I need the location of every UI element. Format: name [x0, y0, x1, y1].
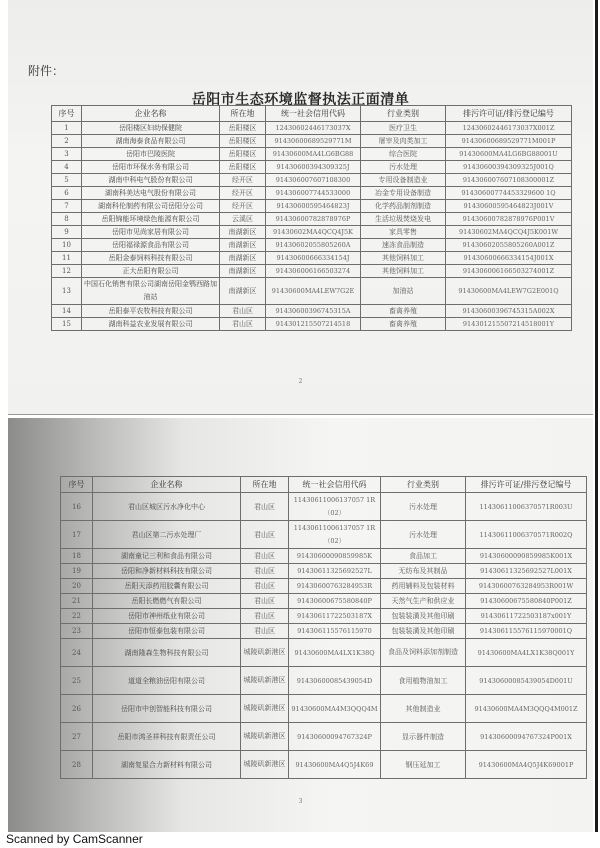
- header-company-name: 企业名称: [82, 106, 220, 122]
- cell-credit-code: 914306006166503274: [266, 265, 361, 278]
- cell-industry: 药用辅料及包装材料: [381, 579, 466, 594]
- cell-industry: 家具零售: [361, 226, 446, 239]
- cell-credit-code: 91430600MA4Q5J4K69: [289, 751, 381, 779]
- cell-industry: 其他制造业: [381, 695, 466, 723]
- cell-index: 20: [61, 579, 93, 594]
- attachment-label: 附件：: [28, 64, 65, 78]
- header-permit-number: 排污许可证/排污登记编号: [466, 477, 587, 493]
- table-row: [52, 305, 572, 318]
- table-row: [52, 278, 572, 305]
- cell-location: 南湖新区: [220, 239, 266, 252]
- cell-credit-code: 91430600085439054D: [289, 667, 381, 695]
- table-row: [52, 226, 572, 239]
- cell-credit-code: 91430611325692527L: [289, 564, 381, 579]
- cell-industry: 食用植物油加工: [381, 667, 466, 695]
- cell-permit: 914306006166503274001Z: [446, 265, 572, 278]
- cell-permit: 11430611006370571R003U: [466, 493, 587, 521]
- cell-credit-code: 91430600090859985K: [289, 549, 381, 564]
- cell-index: 10: [52, 239, 82, 252]
- cell-permit: 12430602446173037X001Z: [446, 122, 572, 135]
- cell-credit-code: 91430602055805260A: [266, 239, 361, 252]
- cell-credit-code: 11430611006137057 1R（02）: [289, 493, 381, 521]
- table-row: [61, 695, 587, 723]
- cell-industry: 其他饲料加工: [361, 265, 446, 278]
- header-industry: 行业类别: [381, 477, 466, 493]
- cell-index: 7: [52, 200, 82, 213]
- enterprise-table-page-1: [51, 105, 572, 331]
- cell-index: 25: [61, 667, 93, 695]
- cell-company-name: 岳阳市中创智能科技有限公司: [93, 695, 241, 723]
- cell-location: 南湖新区: [220, 252, 266, 265]
- cell-location: 君山区: [220, 318, 266, 331]
- cell-location: 君山区: [241, 579, 289, 594]
- cell-location: 城陵矶新港区: [241, 695, 289, 723]
- cell-credit-code: 91430600763284953R: [289, 579, 381, 594]
- cell-credit-code: 91430600689529771M: [266, 135, 361, 148]
- cell-industry: 专用设备制造业: [361, 174, 446, 187]
- table-header-row: [61, 477, 587, 493]
- cell-permit: 914306115576115970001Q: [466, 624, 587, 639]
- cell-company-name: 岳阳和净新材料科技有限公司: [93, 564, 241, 579]
- table-row: [52, 187, 572, 200]
- document-page-1: [8, 0, 593, 415]
- cell-permit: 914306007607108300001Z: [446, 174, 572, 187]
- cell-permit: 11430611006370571R002Q: [466, 521, 587, 549]
- cell-permit: 91430602MA4QCQ4J5K001W: [446, 226, 572, 239]
- cell-index: 19: [61, 564, 93, 579]
- table-row: [61, 723, 587, 751]
- cell-company-name: 君山区城区污水净化中心: [93, 493, 241, 521]
- cell-industry: 包装装潢及其他印刷: [381, 624, 466, 639]
- cell-index: 18: [61, 549, 93, 564]
- cell-location: 君山区: [241, 609, 289, 624]
- cell-location: 城陵矶新港区: [241, 667, 289, 695]
- header-credit-code: 统一社会信用代码: [289, 477, 381, 493]
- cell-industry: 其他饲料加工: [361, 252, 446, 265]
- cell-credit-code: 91430600MA4M3QQQ4M: [289, 695, 381, 723]
- cell-industry: 冶金专用设备制造: [361, 187, 446, 200]
- cell-company-name: 岳阳市恒泰包装有限公司: [93, 624, 241, 639]
- cell-location: 云溪区: [220, 213, 266, 226]
- table-row: [52, 265, 572, 278]
- cell-permit: 91430600689529771M001P: [446, 135, 572, 148]
- cell-company-name: 岳阳泰平农牧科技有限公司: [82, 305, 220, 318]
- table-row: [61, 751, 587, 779]
- table-row: [61, 639, 587, 667]
- table-row: [61, 564, 587, 579]
- cell-index: 26: [61, 695, 93, 723]
- cell-location: 经开区: [220, 187, 266, 200]
- cell-industry: 污水处理: [381, 493, 466, 521]
- cell-location: 城陵矶新港区: [241, 751, 289, 779]
- table-row: [61, 624, 587, 639]
- cell-location: 君山区: [241, 521, 289, 549]
- cell-index: 8: [52, 213, 82, 226]
- table-row: [52, 200, 572, 213]
- cell-industry: 医疗卫生: [361, 122, 446, 135]
- cell-company-name: 岳阳天添药用胶囊有限公司: [93, 579, 241, 594]
- header-index: 序号: [61, 477, 93, 493]
- cell-index: 21: [61, 594, 93, 609]
- cell-industry: 无纺布及其制品: [381, 564, 466, 579]
- cell-index: 6: [52, 187, 82, 200]
- cell-location: 君山区: [241, 493, 289, 521]
- cell-company-name: 岳阳市鸿圣祥科技有限责任公司: [93, 723, 241, 751]
- cell-index: 12: [52, 265, 82, 278]
- table-row: [61, 549, 587, 564]
- cell-index: 2: [52, 135, 82, 148]
- table-row: [61, 579, 587, 594]
- cell-permit: 91430600595464823J001V: [446, 200, 572, 213]
- cell-industry: 屠宰及肉类加工: [361, 135, 446, 148]
- cell-location: 岳阳楼区: [220, 122, 266, 135]
- table-row: [52, 161, 572, 174]
- cell-permit: 91430600094767324P001X: [466, 723, 587, 751]
- enterprise-table-page-2: [60, 476, 587, 779]
- table-row: [52, 174, 572, 187]
- cell-company-name: 岳阳市见尚家居有限公司: [82, 226, 220, 239]
- cell-location: 岳阳楼区: [220, 161, 266, 174]
- table-header-row: [52, 106, 572, 122]
- cell-credit-code: 914301215507214518: [266, 318, 361, 331]
- header-permit-number: 排污许可证/排污登记编号: [446, 106, 572, 122]
- cell-credit-code: 91430600396745315A: [266, 305, 361, 318]
- cell-company-name: 正大岳阳有限公司: [82, 265, 220, 278]
- table-row: [61, 667, 587, 695]
- cell-index: 27: [61, 723, 93, 751]
- cell-credit-code: 91430600MA4LG6BG88: [266, 148, 361, 161]
- cell-permit: 91430600666334154J001X: [446, 252, 572, 265]
- table-row: [52, 148, 572, 161]
- cell-industry: 污水处理: [381, 521, 466, 549]
- cell-industry: 食品加工: [381, 549, 466, 564]
- document-title: 岳阳市生态环境监督执法正面清单: [191, 92, 410, 108]
- cell-location: 君山区: [241, 549, 289, 564]
- cell-permit: 91430600763284953R001W: [466, 579, 587, 594]
- cell-location: 岳阳楼区: [220, 148, 266, 161]
- cell-index: 22: [61, 609, 93, 624]
- cell-location: 君山区: [220, 305, 266, 318]
- cell-permit: 91430611325692527L001X: [466, 564, 587, 579]
- cell-location: 城陵矶新港区: [241, 639, 289, 667]
- cell-credit-code: 91430600666334154J: [266, 252, 361, 265]
- table-row: [52, 252, 572, 265]
- cell-credit-code: 91430600MA4LEW7G2E: [266, 278, 361, 305]
- cell-company-name: 岳阳市环保水务有限公司: [82, 161, 220, 174]
- cell-company-name: 湖南隆森生物科技有限公司: [93, 639, 241, 667]
- camscanner-watermark: Scanned by CamScanner: [6, 832, 143, 846]
- cell-permit: 91430600MA4LEW7G2E001Q: [446, 278, 572, 305]
- cell-index: 17: [61, 521, 93, 549]
- cell-industry: 速冻食品制造: [361, 239, 446, 252]
- cell-index: 23: [61, 624, 93, 639]
- cell-index: 5: [52, 174, 82, 187]
- cell-industry: 天然气生产和供应业: [381, 594, 466, 609]
- cell-permit: 91430600MA4LG6BG88001U: [446, 148, 572, 161]
- cell-industry: 污水处理: [361, 161, 446, 174]
- cell-permit: 91430600774453329600 1Q: [446, 187, 572, 200]
- page-number: 3: [298, 798, 303, 805]
- cell-location: 君山区: [241, 594, 289, 609]
- cell-index: 3: [52, 148, 82, 161]
- table-row: [52, 135, 572, 148]
- cell-location: 君山区: [241, 564, 289, 579]
- header-index: 序号: [52, 106, 82, 122]
- cell-company-name: 君山区第二污水处理厂: [93, 521, 241, 549]
- table-row: [61, 493, 587, 521]
- table-row: [52, 122, 572, 135]
- cell-permit: 91430600MA4Q5J4K69001P: [466, 751, 587, 779]
- cell-industry: 化学药品制剂制造: [361, 200, 446, 213]
- cell-credit-code: 91430600595464823J: [266, 200, 361, 213]
- cell-permit: 91430600394309325J001Q: [446, 161, 572, 174]
- cell-credit-code: 914306007607108300: [266, 174, 361, 187]
- table-row: [52, 213, 572, 226]
- cell-company-name: 岳阳金泰饲料科技有限公司: [82, 252, 220, 265]
- cell-company-name: 湖南科益农业发展有限公司: [82, 318, 220, 331]
- header-company-name: 企业名称: [93, 477, 241, 493]
- cell-company-name: 岳阳福禄源食品有限公司: [82, 239, 220, 252]
- cell-location: 岳阳楼区: [220, 135, 266, 148]
- cell-credit-code: 914306007744533000: [266, 187, 361, 200]
- cell-credit-code: 11430611006137057 1R（02）: [289, 521, 381, 549]
- cell-company-name: 中国石化销售有限公司湖南岳阳金鹗西路加油站: [82, 278, 220, 305]
- cell-company-name: 湖南海泰食品有限公司: [82, 135, 220, 148]
- cell-permit: 91430600675580840P001Z: [466, 594, 587, 609]
- cell-permit: 91430600MA4M3QQQ4M001Z: [466, 695, 587, 723]
- cell-industry: 畜禽养殖: [361, 318, 446, 331]
- cell-location: 君山区: [241, 624, 289, 639]
- table-row: [52, 239, 572, 252]
- cell-company-name: 岳阳锦能环境绿色能源有限公司: [82, 213, 220, 226]
- table-row: [61, 594, 587, 609]
- cell-industry: 生活垃圾焚烧发电: [361, 213, 446, 226]
- cell-permit: 91430602055805260A001Z: [446, 239, 572, 252]
- cell-permit: 91430600782878976P001V: [446, 213, 572, 226]
- header-credit-code: 统一社会信用代码: [266, 106, 361, 122]
- cell-location: 经开区: [220, 174, 266, 187]
- table-row: [61, 521, 587, 549]
- cell-location: 经开区: [220, 200, 266, 213]
- cell-location: 南湖新区: [220, 226, 266, 239]
- page-number: 2: [298, 378, 303, 385]
- cell-credit-code: 914306115576115970: [289, 624, 381, 639]
- cell-company-name: 湖南童记三利和食品有限公司: [93, 549, 241, 564]
- table-row: [52, 318, 572, 331]
- cell-permit: 91430611722503187x001Y: [466, 609, 587, 624]
- cell-permit: 91430600396745315A002X: [446, 305, 572, 318]
- cell-industry: 食品及饲料添加剂制造: [381, 639, 466, 667]
- header-industry: 行业类别: [361, 106, 446, 122]
- cell-credit-code: 12430602446173037X: [266, 122, 361, 135]
- cell-company-name: 岳阳长燃燃气有限公司: [93, 594, 241, 609]
- cell-industry: 畜禽养殖: [361, 305, 446, 318]
- cell-credit-code: 91430600782878976P: [266, 213, 361, 226]
- cell-credit-code: 91430600675580840P: [289, 594, 381, 609]
- header-location: 所在地: [220, 106, 266, 122]
- cell-industry: 综合医院: [361, 148, 446, 161]
- cell-index: 11: [52, 252, 82, 265]
- cell-location: 南湖新区: [220, 265, 266, 278]
- cell-company-name: 岳阳楼区妇幼保健院: [82, 122, 220, 135]
- cell-company-name: 道道全粮油岳阳有限公司: [93, 667, 241, 695]
- table-row: [61, 609, 587, 624]
- cell-industry: 包装装潢及其他印刷: [381, 609, 466, 624]
- cell-permit: 914301215507214518001Y: [446, 318, 572, 331]
- cell-credit-code: 91430600394309325J: [266, 161, 361, 174]
- cell-credit-code: 91430600MA4LX1K38Q: [289, 639, 381, 667]
- cell-company-name: 湖南中科电气股份有限公司: [82, 174, 220, 187]
- cell-company-name: 岳阳市巴陵医院: [82, 148, 220, 161]
- cell-industry: 加油站: [361, 278, 446, 305]
- cell-index: 15: [52, 318, 82, 331]
- cell-location: 城陵矶新港区: [241, 723, 289, 751]
- cell-index: 4: [52, 161, 82, 174]
- cell-credit-code: 91430602MA4QCQ4J5K: [266, 226, 361, 239]
- cell-permit: 91430600085439054D001U: [466, 667, 587, 695]
- cell-index: 14: [52, 305, 82, 318]
- cell-index: 16: [61, 493, 93, 521]
- cell-company-name: 湖南科伦制药有限公司岳阳分公司: [82, 200, 220, 213]
- cell-industry: 钢压延加工: [381, 751, 466, 779]
- cell-credit-code: 91430600094767324P: [289, 723, 381, 751]
- cell-index: 24: [61, 639, 93, 667]
- cell-company-name: 岳阳市神州纸业有限公司: [93, 609, 241, 624]
- cell-permit: 91430600090859985K001X: [466, 549, 587, 564]
- cell-permit: 91430600MA4LX1K38Q001Y: [466, 639, 587, 667]
- cell-credit-code: 91430611722503187X: [289, 609, 381, 624]
- cell-industry: 显示器件制造: [381, 723, 466, 751]
- cell-index: 13: [52, 278, 82, 305]
- cell-company-name: 湖南科美达电气股份有限公司: [82, 187, 220, 200]
- header-location: 所在地: [241, 477, 289, 493]
- document-page-2: [8, 418, 593, 832]
- cell-location: 南湖新区: [220, 278, 266, 305]
- cell-index: 28: [61, 751, 93, 779]
- scan-edge: [595, 0, 598, 832]
- cell-company-name: 湖南复星合力新材料有限公司: [93, 751, 241, 779]
- cell-index: 9: [52, 226, 82, 239]
- cell-index: 1: [52, 122, 82, 135]
